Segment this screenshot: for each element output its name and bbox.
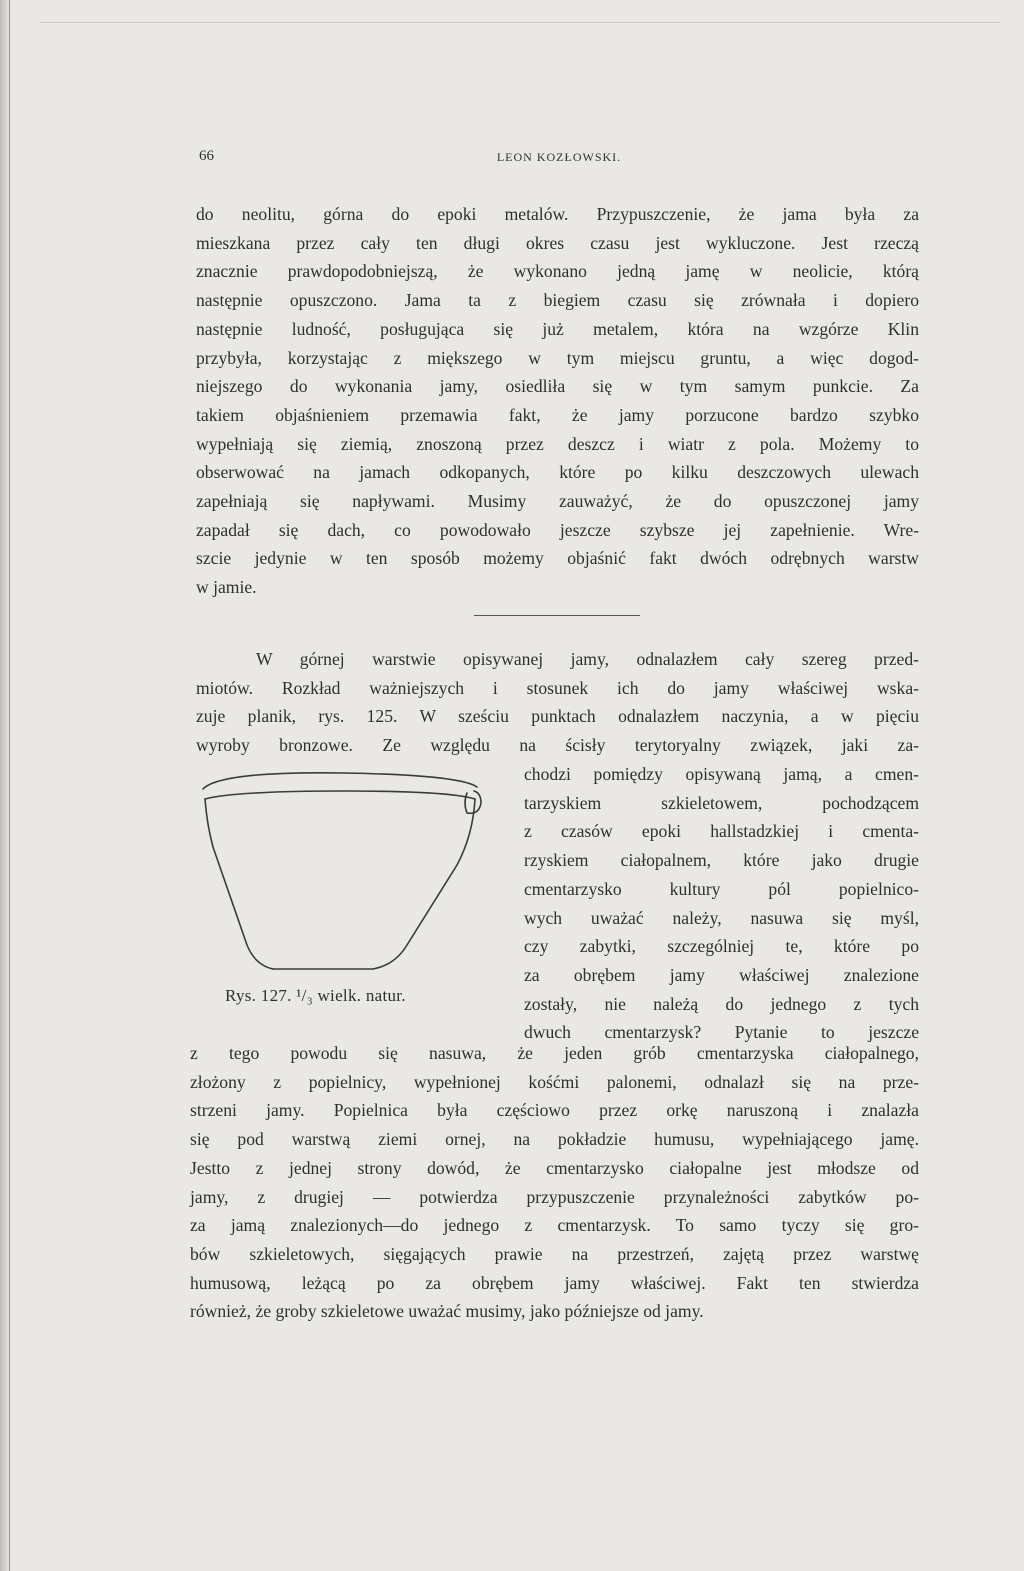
text-line: szcie jedynie w ten sposób możemy objaśnić fakt dwóch odrębnych warstw [196, 548, 919, 569]
text-line: miotów. Rozkład ważniejszych i stosunek ich do jamy właściwej wska- [196, 677, 919, 698]
text-line: dwuch cmentarzysk? Pytanie to jeszcze [524, 1022, 919, 1043]
vessel-right-wall [373, 799, 475, 969]
paragraph-2-full-width [196, 645, 919, 760]
text-line: Jestto z jednej strony dowód, że cmentarzysko ciałopalne jest młodsze od [190, 1157, 919, 1178]
text-line: humusową, leżącą po za obrębem jamy właściwej. Fakt ten stwierdza [190, 1272, 919, 1293]
paragraph-1 [196, 200, 919, 602]
text-line: do neolitu, górna do epoki metalów. Przypuszczenie, że jama była za [196, 204, 919, 224]
text-line: zostały, nie należą do jednego z tych [524, 993, 919, 1014]
running-head: LEON KOZŁOWSKI. [496, 150, 622, 164]
spine-line [9, 0, 10, 1571]
figure-vessel [195, 765, 495, 1005]
scan-edge-line [40, 22, 1000, 23]
text-line: następnie opuszczono. Jama ta z biegiem czasu się zrównała i dopiero [196, 290, 919, 311]
paragraph-2-continued [190, 1039, 919, 1326]
text-line: zapadał się dach, co powodowało jeszcze szybsze jej zapełnienie. Wre- [196, 519, 919, 540]
text-line: za obrębem jamy właściwej znalezione [524, 964, 919, 985]
section-separator [474, 615, 640, 616]
page-number: 66 [199, 148, 214, 164]
text-line: rzyskiem ciałopalnem, które jako drugie [524, 850, 919, 871]
text-line: zapełniają się napływami. Musimy zauważyć, że do opuszczonej jamy [196, 491, 919, 512]
text-line: z tego powodu się nasuwa, że jeden grób cmentarzyska ciałopalnego, [190, 1043, 919, 1063]
text-line: niejszego do wykonania jamy, osiedliła się w tym samym punkcie. Za [196, 376, 919, 397]
text-line: W górnej warstwie opisywanej jamy, odnalazłem cały szereg przed- [256, 649, 919, 669]
text-line: czy zabytki, szczególniej te, które po [524, 936, 919, 957]
text-line: cmentarzysko kultury pól popielnico- [524, 878, 919, 899]
text-line: również, że groby szkieletowe uważać musimy, jako późniejsze od jamy. [190, 1301, 704, 1322]
text-line: tarzyskiem szkieletowem, pochodzącem [524, 792, 919, 813]
text-line: następnie ludność, posługująca się już metalem, która na wzgórze Klin [196, 318, 919, 339]
text-line: bów szkieletowych, sięgających prawie na przestrzeń, zajętą przez warstwę [190, 1243, 919, 1264]
paragraph-2-wrapped-column [524, 760, 919, 1047]
text-line: strzeni jamy. Popielnica była częściowo przez orkę naruszoną i znalazła [190, 1100, 919, 1121]
text-line: złożony z popielnicy, wypełnionej kośćmi palonemi, odnalazł się na prze- [190, 1071, 919, 1092]
text-line: za jamą znalezionych—do jednego z cmentarzysk. To samo tyczy się gro- [190, 1215, 919, 1236]
text-line: obserwować na jamach odkopanych, które po kilku deszczowych ulewach [196, 462, 919, 483]
text-line: się pod warstwą ziemi ornej, na pokładzie humusu, wypełniającego jamę. [190, 1129, 919, 1150]
text-line: takiem objaśnieniem przemawia fakt, że jamy porzucone bardzo szybko [196, 404, 919, 425]
text-line: zuje planik, rys. 125. W sześciu punktach odnalazłem naczynia, a w pięciu [196, 706, 919, 727]
book-spine-edge [0, 0, 12, 1571]
text-line: mieszkana przez cały ten długi okres czasu jest wykluczone. Jest rzeczą [196, 232, 919, 253]
text-line: z czasów epoki hallstadzkiej i cmenta- [524, 821, 919, 842]
figure-caption: Rys. 127. ¹/₃ wielk. natur. [225, 986, 406, 1005]
vessel-drawing [195, 765, 495, 1005]
vessel-rim-top [203, 773, 477, 789]
text-line: znacznie prawdopodobniejszą, że wykonano jedną jamę w neolicie, którą [196, 261, 919, 282]
vessel-left-wall [205, 799, 273, 969]
text-line: wypełniają się ziemią, znoszoną przez deszcz i wiatr z pola. Możemy to [196, 433, 919, 454]
text-line: wyroby bronzowe. Ze względu na ścisły terytoryalny związek, jaki za- [196, 735, 919, 756]
page-header [199, 148, 919, 170]
text-line: w jamie. [196, 577, 257, 598]
text-line: wych uważać należy, nasuwa się myśl, [524, 907, 919, 928]
vessel-rim-bottom [205, 791, 475, 799]
vessel-handle [465, 791, 481, 813]
text-line: chodzi pomiędzy opisywaną jamą, a cmen- [524, 764, 919, 784]
text-line: jamy, z drugiej — potwierdza przypuszczenie przynależności zabytków po- [190, 1186, 919, 1207]
text-line: przybyła, korzystając z miększego w tym miejscu gruntu, a więc dogod- [196, 347, 919, 368]
